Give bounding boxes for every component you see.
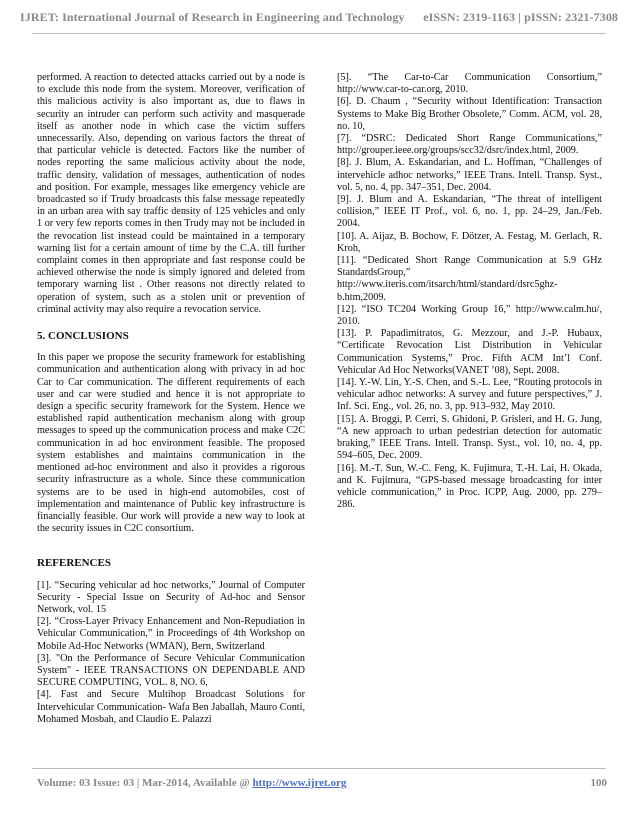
reference-item: [2]. “Cross-Layer Privacy Enhancement and Non-Repudiation in Vehicular Communication,” in Proceedings of 4th Workshop on Mobile Ad-Hoc Networks (WMAN), Bern, Switzerland xyxy=(37,616,305,652)
issn-info: eISSN: 2319-1163 | pISSN: 2321-7308 xyxy=(423,10,619,24)
page-footer xyxy=(37,777,607,789)
references-list-left xyxy=(37,580,305,726)
conclusions-paragraph: In this paper we propose the security framework for establishing communication and authentication along with privacy in ad hoc Car to Car communication. The different requirements of each user and car were studied and hence it is not appropriate to design a specific security framework for the System. Hence we established rapid authentication mechanism along with group messages to speed up the communication process and make C2C communication in ad hoc environment feasible. The proposed system establishes and maintains communication in the mentioned ad-hoc environment and also it provides a rigorous security infrastructure as a whole. Since these communication systems are to be used in high-end automobiles, cost of implementation and maintenance of Public key infrastructure is financially feasible. Our work will provide a new way to look at the security issues in C2C consortium. xyxy=(37,352,305,535)
left-column xyxy=(37,72,305,726)
reference-item: [5]. “The Car-to-Car Communication Consortium,” http://www.car-to-car.org, 2010. xyxy=(337,72,602,96)
reference-item: [14]. Y.-W. Lin, Y.-S. Chen, and S.-L. Lee, “Routing protocols in vehicular adhoc networks: A survey and future perspectives,” J. Inf. Sci. Eng., vol. 26, no. 3, pp. 913–932, May 2010. xyxy=(337,377,602,413)
reference-item: [15]. A. Broggi, P. Cerri, S. Ghidoni, P. Grisleri, and H. G. Jung, “A new approach to urban pedestrian detection for automatic braking,” IEEE Trans. Intell. Transp. Syst., vol. 10, no. 4, pp. 594–605, Dec. 2009. xyxy=(337,413,602,462)
reference-item: [6]. D. Chaum , “Security without Identification: Transaction Systems to Make Big Brother Obsolete,” Comm. ACM, vol. 28, no. 10, xyxy=(337,96,602,132)
volume-info: Volume: 03 Issue: 03 | Mar-2014, Available @ xyxy=(37,777,253,789)
header-divider xyxy=(32,33,606,34)
reference-item: [1]. “Securing vehicular ad hoc networks,” Journal of Computer Security - Special Issue on Security of Ad-hoc and Sensor Network, vol. 15 xyxy=(37,579,305,615)
reference-item: [12]. “ISO TC204 Working Group 16,” http://www.calm.hu/, 2010. xyxy=(337,303,602,328)
journal-title: IJRET: International Journal of Research in Engineering and Technology xyxy=(19,10,405,24)
right-column xyxy=(337,72,602,511)
reference-item: [10]. A. Aijaz, B. Bochow, F. Dötzer, A. Festag, M. Gerlach, R. Kroh, xyxy=(337,230,602,254)
journal-link[interactable]: http://www.ijret.org xyxy=(252,777,347,789)
reference-item: [11]. “Dedicated Short Range Communication at 5.9 GHz StandardsGroup,” http://www.iteris.com/itsarch/html/standard/dsrc5ghz-b.htm,2009. xyxy=(337,255,602,303)
reference-item: [9]. J. Blum and A. Eskandarian, “The threat of intelligent collision,” IEEE IT Prof., vol. 6, no. 1, pp. 24–29, Jan./Feb. 2004. xyxy=(337,194,602,230)
reference-item: [8]. J. Blum, A. Eskandarian, and L. Hoffman, “Challenges of intervehicle adhoc networks,” IEEE Trans. Intell. Transp. Syst., vol. 5, no. 4, pp. 347–351, Dec. 2004. xyxy=(337,157,602,193)
page-number: 100 xyxy=(590,777,607,789)
references-list-right xyxy=(337,72,602,511)
reference-item: [16]. M.-T. Sun, W.-C. Feng, K. Fujimura, T.-H. Lai, H. Okada, and K. Fujimura, “GPS-based message broadcasting for inter vehicle communication,” in Proc. ICPP, Aug. 2000, pp. 279–286. xyxy=(337,462,602,511)
reference-item: [4]. Fast and Secure Multihop Broadcast Solutions for Intervehicular Communication- Wafa Ben Jaballah, Mauro Conti, Mohamed Mosbah, and Claudio E. Palazzi xyxy=(37,689,305,725)
conclusions-heading: 5. CONCLUSIONS xyxy=(37,330,129,343)
reference-item: [13]. P. Papadimitratos, G. Mezzour, and J.-P. Hubaux, “Certificate Revocation List Distribution in Vehicular Communication Systems,” Proc. Fifth ACM Int’l Conf. Vehicular Ad Hoc Networks(VANET ’08), Sept. 2008. xyxy=(337,328,602,376)
intro-paragraph: performed. A reaction to detected attacks carried out by a node is to exclude this node from the system. Moreover, verification of this malicious activity is also important as, due to flaws in security an intruder can perform such activity and masquerade itself as another node in which case the victim suffers unnecessarily. Also, depending on various factors the threat of that particular vehicle is detected. Factors like the number of nodes reporting the same malicious activity about the node, traffic density, validation of messages, authentication of nodes and position. For example, messages like emergency vehicle are broadcasted so if Trudy broadcasts this false message repeatedly in an urban area with say traffic density of 125 vehicles and only 1 or very few reports comes in then Trudy may not be included in the revocation list instead could be maintained in a temporary warning list for a certain amount of time by the C.A. till further complaint comes in then appropriate and fast response could be achieved otherwise the node is simply ignored and deleted from temporary warning list . Other reasons not directly related to operation of system, such as a stolen unit or prevention of criminal activity may also require a revocation service. xyxy=(37,72,305,315)
references-heading: REFERENCES xyxy=(37,557,111,570)
page-header xyxy=(0,10,638,25)
reference-item: [3]. "On the Performance of Secure Vehicular Communication System" - IEEE TRANSACTIONS ON DEPENDABLE AND SECURE COMPUTING, VOL. 8, NO. 6, xyxy=(37,652,305,689)
reference-item: [7]. “DSRC: Dedicated Short Range Communications,” http://grouper.ieee.org/groups/scc32/dsrc/index.html, 2009. xyxy=(337,133,602,157)
footer-divider xyxy=(32,768,606,769)
